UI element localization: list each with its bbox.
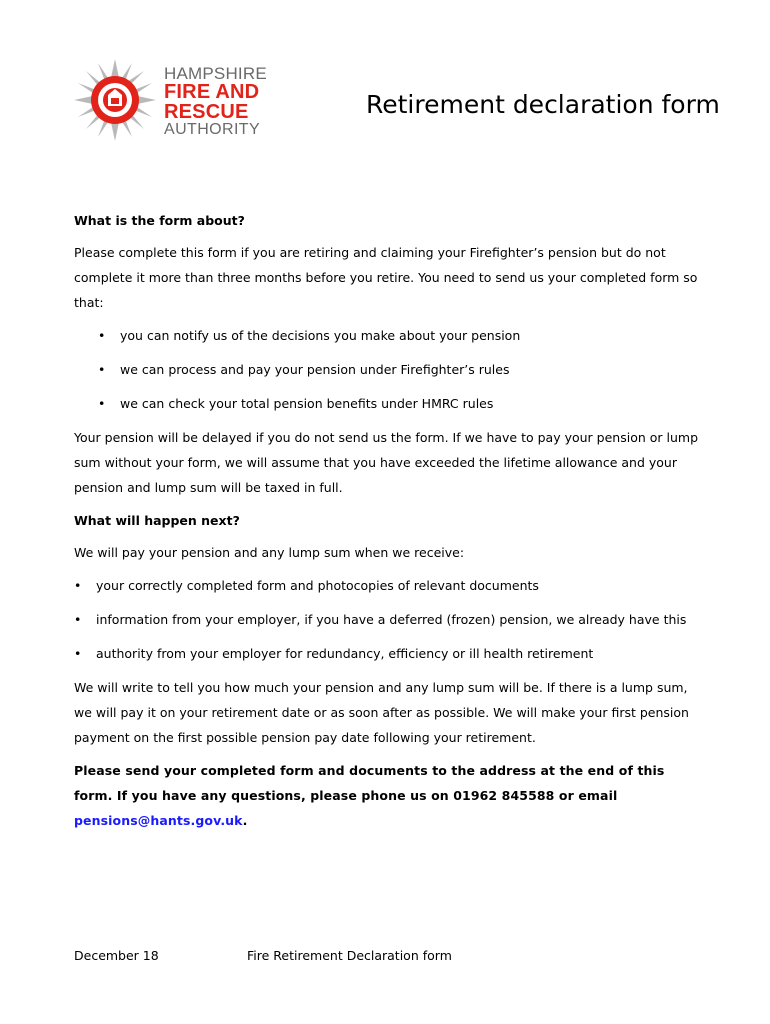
list-item: • authority from your employer for redundancy, efficiency or ill health retirement [74,641,704,666]
about-bullet-list [74,323,704,416]
list-item: • information from your employer, if you have a deferred (frozen) pension, we already have this [74,607,704,632]
logo-line-authority: AUTHORITY [164,121,261,138]
logo-line-hampshire: HAMPSHIRE [164,64,267,83]
contact-suffix: . [242,813,248,828]
list-item: • we can check your total pension benefits under HMRC rules [74,391,704,416]
list-item: • we can process and pay your pension under Firefighter’s rules [74,357,704,382]
delay-warning-paragraph: Your pension will be delayed if you do not send us the form. If we have to pay your pension or lump sum without your form, we will assume that you have exceeded the lifetime allowance and your pension and lump sum will be taxed in full. [74,430,699,495]
logo-line-rescue: RESCUE [164,101,249,123]
contact-text: Please send your completed form and documents to the address at the end of this form. If you have any questions, please phone us on 01962 845588 or email [74,763,665,803]
form-content [74,208,704,841]
footer-date: December 18 [74,948,159,963]
about-intro-paragraph: Please complete this form if you are retiring and claiming your Firefighter’s pension but do not complete it more than three months before you retire. You need to send us your completed form so that: [74,245,698,310]
footer-form-title: Fire Retirement Declaration form [247,948,452,963]
next-bullet-list [74,573,704,666]
section-heading-about: What is the form about? [74,213,245,228]
section-heading-next: What will happen next? [74,513,240,528]
authority-logo [72,57,272,143]
next-intro-paragraph: We will pay your pension and any lump sum when we receive: [74,545,465,560]
pensions-email-link[interactable]: pensions@hants.gov.uk [74,813,243,828]
fire-service-badge-icon [72,57,158,143]
logo-wordmark [164,65,267,138]
payment-info-paragraph: We will write to tell you how much your pension and any lump sum will be. If there is a lump sum, we will pay it on your retirement date or as soon after as possible. We will make your first pension payment on the first possible pension pay date following your retirement. [74,680,689,745]
logo-line-fire-and: FIRE AND [164,81,260,103]
document-title: Retirement declaration form [366,90,720,119]
list-item: • you can notify us of the decisions you make about your pension [74,323,704,348]
contact-paragraph [74,758,704,833]
list-item: • your correctly completed form and photocopies of relevant documents [74,573,704,598]
